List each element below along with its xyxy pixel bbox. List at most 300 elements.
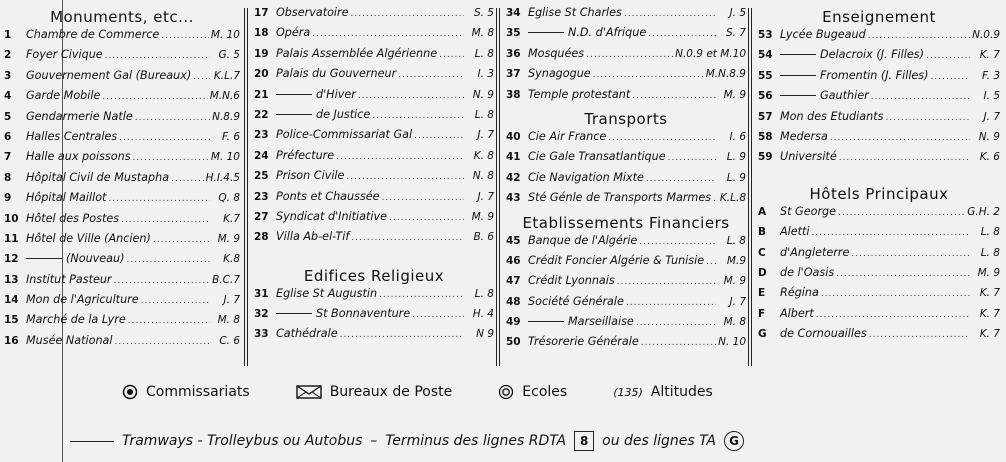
grid-reference: Q. 8 xyxy=(218,192,240,205)
grid-reference: N.0.9 et M.10 xyxy=(675,47,746,60)
leader-dots xyxy=(114,276,210,286)
item-number: D xyxy=(758,266,767,279)
item-number: 3 xyxy=(4,69,12,82)
list-item xyxy=(758,225,1000,245)
legend-ecoles xyxy=(498,384,567,400)
leader-dots xyxy=(868,31,970,41)
item-number: 4 xyxy=(4,90,12,103)
list-item xyxy=(506,274,746,294)
list-item xyxy=(254,67,494,87)
grid-reference: L. 9 xyxy=(726,171,746,184)
grid-reference: N. 8 xyxy=(472,170,494,183)
leader-dots xyxy=(816,310,970,320)
list-item xyxy=(506,150,746,170)
list-item xyxy=(254,26,494,46)
leader-dots xyxy=(713,194,716,204)
terminus-rdta-label: Terminus des lignes RDTA xyxy=(385,433,567,449)
list-item xyxy=(254,47,494,67)
item-name: Institut Pasteur xyxy=(26,272,112,286)
item-number: 22 xyxy=(254,108,269,121)
ditto-line xyxy=(528,32,564,33)
item-name: de Cornouailles xyxy=(780,327,867,341)
grid-reference: N.0.9 xyxy=(972,29,1000,41)
item-number: 24 xyxy=(254,149,269,162)
item-number: 14 xyxy=(4,294,19,307)
grid-reference: M.N.8.9 xyxy=(705,68,746,81)
leader-dots xyxy=(636,318,716,328)
grid-reference: L. 8 xyxy=(474,287,494,300)
list-item xyxy=(506,88,746,108)
item-name: de Justice xyxy=(316,107,371,121)
item-number: 11 xyxy=(4,232,19,245)
leader-dots xyxy=(351,9,464,19)
item-name: Ponts et Chaussée xyxy=(276,189,380,203)
leader-dots xyxy=(119,133,210,143)
grid-reference: F. 3 xyxy=(981,69,1000,82)
item-name: Hôpital Civil de Mustapha xyxy=(26,170,170,184)
item-name: Prison Civile xyxy=(276,169,345,183)
leader-dots xyxy=(641,338,716,348)
item-number: 28 xyxy=(254,231,269,244)
altitude-sample: (135) xyxy=(613,385,643,399)
leader-dots xyxy=(171,174,204,184)
item-number: 25 xyxy=(254,170,269,183)
item-number: 5 xyxy=(4,110,12,123)
item-number: 50 xyxy=(506,336,521,349)
column-edifices xyxy=(254,6,494,348)
item-number: B xyxy=(758,226,767,239)
leader-dots xyxy=(869,330,970,340)
legend-postes xyxy=(296,384,453,400)
list-item xyxy=(758,266,1000,286)
item-number: 34 xyxy=(506,7,521,19)
grid-reference: M. 8 xyxy=(723,316,746,329)
item-name: Préfecture xyxy=(276,148,335,162)
item-name: Sté Génle de Transports Marmes xyxy=(528,191,712,205)
list-item xyxy=(4,313,240,333)
item-number: 58 xyxy=(758,130,773,143)
item-number: 59 xyxy=(758,151,773,164)
leader-dots xyxy=(812,228,970,238)
grid-reference: K.L.8 xyxy=(719,192,746,205)
grid-reference: G. 5 xyxy=(218,49,240,62)
list-item xyxy=(254,230,494,250)
item-number: C xyxy=(758,246,766,259)
item-name: Gouvernement Gal (Bureaux) xyxy=(26,68,192,82)
grid-reference: M. 9 xyxy=(471,210,494,223)
item-number: 20 xyxy=(254,68,269,81)
list-item xyxy=(4,28,240,48)
grid-reference: J. 7 xyxy=(983,110,1000,123)
grid-reference: L. 8 xyxy=(474,47,494,60)
list-item xyxy=(4,212,240,232)
grid-reference: N. 9 xyxy=(978,130,1000,143)
item-number: 35 xyxy=(506,27,521,40)
item-name: Marché de la Lyre xyxy=(26,313,126,327)
terminus-ta-label: ou des lignes TA xyxy=(602,433,716,449)
leader-dots xyxy=(372,111,464,121)
grid-reference: M. 8 xyxy=(471,27,494,40)
column-transports-finances xyxy=(506,6,746,356)
leader-dots xyxy=(121,215,210,225)
list-item xyxy=(254,327,494,347)
grid-reference: K. 8 xyxy=(473,149,494,162)
list-item xyxy=(4,334,240,354)
item-number: 46 xyxy=(506,254,521,267)
legend-commissariats xyxy=(122,384,250,400)
leader-dots xyxy=(312,29,464,39)
leader-dots xyxy=(153,235,210,245)
legend-commissariats-label: Commissariats xyxy=(146,384,250,400)
grid-reference: K. 7 xyxy=(979,49,1000,62)
item-name: de l'Oasis xyxy=(780,265,835,279)
leader-dots xyxy=(871,92,970,102)
heading-enseignement: Enseignement xyxy=(822,8,936,26)
list-item xyxy=(506,26,746,46)
post-office-icon xyxy=(296,385,322,399)
list-item xyxy=(254,210,494,230)
item-number: 48 xyxy=(506,295,521,308)
leader-dots xyxy=(358,91,464,101)
grid-reference: S. 5 xyxy=(473,7,494,19)
item-name: St George xyxy=(780,204,837,218)
item-name: Société Générale xyxy=(528,294,624,308)
list-item xyxy=(4,89,240,109)
list-item xyxy=(506,47,746,67)
grid-reference: G.H. 2 xyxy=(967,205,1000,218)
leader-dots xyxy=(193,72,210,82)
list-item xyxy=(4,130,240,150)
item-number: 17 xyxy=(254,7,269,19)
list-item xyxy=(506,295,746,315)
item-number: E xyxy=(758,287,766,300)
item-name: Palais Assemblée Algérienne xyxy=(276,46,438,60)
item-name: Halle aux poissons xyxy=(26,150,131,164)
tram-label: Tramways - Trolleybus ou Autobus xyxy=(122,433,363,449)
leader-dots xyxy=(126,255,210,265)
grid-reference: J. 7 xyxy=(729,295,746,308)
list-item xyxy=(4,232,240,252)
leader-dots xyxy=(624,9,716,19)
heading-transports: Transports xyxy=(584,109,668,128)
list-item xyxy=(4,252,240,272)
item-number: 23 xyxy=(254,129,269,142)
item-name: Fromentin (J. Filles) xyxy=(820,68,929,82)
list-item xyxy=(254,287,494,307)
item-name: Mon de l'Agriculture xyxy=(26,293,139,307)
item-name: Cathédrale xyxy=(276,327,338,341)
item-number: A xyxy=(758,205,767,218)
item-name: Halles Centrales xyxy=(26,129,118,143)
list-item xyxy=(4,293,240,313)
list-item xyxy=(758,246,1000,266)
leader-dots xyxy=(830,133,970,143)
item-name: Delacroix (J. Filles) xyxy=(820,48,924,62)
item-name: (Nouveau) xyxy=(66,252,125,266)
item-number: 16 xyxy=(4,334,19,347)
item-name: Palais du Gouverneur xyxy=(276,67,397,81)
grid-reference: K. 6 xyxy=(979,151,1000,164)
list-item xyxy=(758,130,1000,150)
item-number: 57 xyxy=(758,110,773,123)
column-divider xyxy=(496,8,500,366)
leader-dots xyxy=(439,50,464,60)
item-number: 42 xyxy=(506,171,521,184)
grid-reference: N. 9 xyxy=(472,88,494,101)
item-name: Opéra xyxy=(276,26,311,40)
grid-reference: N.8.9 xyxy=(212,110,240,123)
grid-reference: J. 7 xyxy=(223,294,240,307)
leader-dots xyxy=(632,91,716,101)
item-name: Gendarmerie Natle xyxy=(26,109,133,123)
grid-reference: M. 10 xyxy=(210,29,240,41)
ditto-line xyxy=(276,313,312,314)
grid-reference: S. 7 xyxy=(725,27,746,40)
leader-dots xyxy=(412,310,464,320)
list-item xyxy=(254,128,494,148)
list-item xyxy=(758,28,1000,48)
heading-monuments: Monuments, etc... xyxy=(50,8,194,26)
list-item xyxy=(758,89,1000,109)
commissariat-icon xyxy=(122,384,138,400)
leader-dots xyxy=(161,31,209,41)
item-name: Eglise St Charles xyxy=(528,6,622,19)
tram-line-symbol xyxy=(70,441,114,442)
item-number: 19 xyxy=(254,47,269,60)
grid-reference: M. 9 xyxy=(723,275,746,288)
item-name: Musée National xyxy=(26,333,113,347)
item-number: 45 xyxy=(506,234,521,247)
item-name: N.D. d'Afrique xyxy=(568,26,647,40)
item-name: Eglise St Augustin xyxy=(276,286,378,300)
list-item xyxy=(254,169,494,189)
list-item xyxy=(4,191,240,211)
list-item xyxy=(758,110,1000,130)
leader-dots xyxy=(706,257,716,267)
item-number: 33 xyxy=(254,328,269,341)
grid-reference: J. 7 xyxy=(477,190,494,203)
item-number: 55 xyxy=(758,69,773,82)
item-number: 15 xyxy=(4,314,19,327)
footer-dash: – xyxy=(370,433,378,449)
leader-dots xyxy=(135,113,210,123)
legend-postes-label: Bureaux de Poste xyxy=(329,384,453,400)
item-name: Villa Ab-el-Tif xyxy=(276,230,350,244)
grid-reference: H. 4 xyxy=(472,308,494,321)
grid-reference: I. 6 xyxy=(729,130,746,143)
item-number: 32 xyxy=(254,308,269,321)
leader-dots xyxy=(926,51,970,61)
item-number: F xyxy=(758,307,766,320)
item-name: Hôtel des Postes xyxy=(26,211,120,225)
list-item xyxy=(4,273,240,293)
item-name: Syndicat d'Initiative xyxy=(276,209,387,223)
item-number: 18 xyxy=(254,27,269,40)
item-name: d'Hiver xyxy=(316,87,356,101)
list-item xyxy=(506,254,746,274)
list-item xyxy=(506,191,746,211)
item-number: 23 xyxy=(254,190,269,203)
list-item xyxy=(758,307,1000,327)
grid-reference: K.7 xyxy=(223,212,240,225)
list-item xyxy=(254,6,494,26)
grid-reference: M. 9 xyxy=(723,88,746,101)
leader-dots xyxy=(821,289,970,299)
item-name: d'Angleterre xyxy=(780,245,850,259)
leader-dots xyxy=(838,208,965,218)
column-divider xyxy=(748,8,752,366)
item-name: Hôtel de Ville (Ancien) xyxy=(26,231,151,245)
leader-dots xyxy=(593,70,704,80)
heading-hotels: Hôtels Principaux xyxy=(809,184,949,203)
list-item xyxy=(254,88,494,108)
list-item xyxy=(506,171,746,191)
item-name: Crédit Lyonnais xyxy=(528,274,615,288)
item-number: 21 xyxy=(254,88,269,101)
list-item xyxy=(758,150,1000,170)
item-number: 10 xyxy=(4,212,19,225)
grid-reference: M. 8 xyxy=(217,314,240,327)
item-name: Trésorerie Générale xyxy=(528,335,639,349)
grid-reference: B.C.7 xyxy=(212,273,240,286)
leader-dots xyxy=(414,131,464,141)
item-name: St Bonnaventure xyxy=(316,307,411,321)
item-number: 54 xyxy=(758,49,773,62)
item-number: 2 xyxy=(4,49,12,62)
leader-dots xyxy=(346,172,464,182)
item-name: Gauthier xyxy=(820,89,869,103)
ditto-line xyxy=(528,321,564,322)
leader-dots xyxy=(340,330,464,340)
item-number: 8 xyxy=(4,171,12,184)
leader-dots xyxy=(608,133,716,143)
list-item xyxy=(506,234,746,254)
item-name: Aletti xyxy=(780,225,810,239)
item-name: Medersa xyxy=(780,129,828,143)
list-item xyxy=(254,149,494,169)
school-icon xyxy=(498,384,514,400)
leader-dots xyxy=(389,213,464,223)
item-name: Observatoire xyxy=(276,6,349,19)
list-item xyxy=(4,48,240,68)
item-name: Hôpital Maillot xyxy=(26,191,107,205)
item-name: Cie Gale Transatlantique xyxy=(528,150,666,164)
item-number: 12 xyxy=(4,253,19,266)
item-name: Cie Navigation Mixte xyxy=(528,170,644,184)
grid-reference: N. 10 xyxy=(718,336,746,349)
item-name: Synagogue xyxy=(528,67,591,81)
list-item xyxy=(506,335,746,355)
legend-ecoles-label: Ecoles xyxy=(522,384,568,400)
leader-dots xyxy=(648,29,716,39)
leader-dots xyxy=(851,249,970,259)
leader-dots xyxy=(617,277,716,287)
leader-dots xyxy=(586,50,673,60)
item-number: 40 xyxy=(506,130,521,143)
item-name: Foyer Civique xyxy=(26,48,103,62)
item-name: Marseillaise xyxy=(568,315,634,329)
list-item xyxy=(4,171,240,191)
leader-dots xyxy=(351,233,464,243)
item-number: 27 xyxy=(254,210,269,223)
list-item xyxy=(254,108,494,128)
list-item xyxy=(4,150,240,170)
ditto-line xyxy=(26,258,62,259)
list-item xyxy=(506,315,746,335)
column-divider xyxy=(244,8,248,366)
leader-dots xyxy=(133,153,209,163)
leader-dots xyxy=(639,237,716,247)
leader-dots xyxy=(646,174,716,184)
item-number: 37 xyxy=(506,68,521,81)
item-number: 43 xyxy=(506,192,521,205)
leader-dots xyxy=(105,51,210,61)
grid-reference: C. 6 xyxy=(219,334,240,347)
leader-dots xyxy=(668,153,716,163)
list-item xyxy=(506,130,746,150)
item-number: 6 xyxy=(4,130,12,143)
list-item xyxy=(758,205,1000,225)
item-name: Mon des Etudiants xyxy=(780,109,884,123)
list-item xyxy=(758,286,1000,306)
list-item xyxy=(758,48,1000,68)
list-item xyxy=(506,6,746,26)
leader-dots xyxy=(626,298,716,308)
item-number: 7 xyxy=(4,151,12,164)
item-number: 47 xyxy=(506,275,521,288)
list-item xyxy=(758,327,1000,347)
ditto-line xyxy=(276,94,312,95)
heading-edifices-religieux: Edifices Religieux xyxy=(303,266,445,285)
leader-dots xyxy=(108,194,210,204)
item-number: 53 xyxy=(758,29,773,41)
leader-dots xyxy=(115,337,210,347)
symbol-legend xyxy=(0,384,1006,400)
item-number: 56 xyxy=(758,90,773,103)
grid-reference: J. 7 xyxy=(477,129,494,142)
heading-financiers: Etablissements Financiers xyxy=(522,213,730,232)
list-item xyxy=(254,190,494,210)
rdta-terminus-symbol: 8 xyxy=(574,431,594,451)
grid-reference: J. 5 xyxy=(729,7,746,19)
item-name: Police-Commissariat Gal xyxy=(276,128,413,142)
item-number: 41 xyxy=(506,151,521,164)
ditto-line xyxy=(780,95,816,96)
list-item xyxy=(4,110,240,130)
leader-dots xyxy=(836,269,970,279)
item-name: Université xyxy=(780,150,837,164)
ta-terminus-symbol: G xyxy=(724,431,744,451)
ditto-line xyxy=(780,75,816,76)
ditto-line xyxy=(780,54,816,55)
list-item xyxy=(758,69,1000,89)
grid-reference: L. 8 xyxy=(726,234,746,247)
item-name: Crédit Foncier Algérie & Tunisie xyxy=(528,253,705,267)
ditto-line xyxy=(276,114,312,115)
grid-reference: L. 8 xyxy=(474,108,494,121)
item-name: Lycée Bugeaud xyxy=(780,28,866,41)
leader-dots xyxy=(839,153,970,163)
grid-reference: H.I.4.5 xyxy=(205,171,240,184)
grid-reference: M. 10 xyxy=(210,151,240,164)
item-number: 9 xyxy=(4,192,12,205)
grid-reference: K. 7 xyxy=(979,287,1000,300)
item-number: G xyxy=(758,328,767,341)
leader-dots xyxy=(398,70,464,80)
item-number: 31 xyxy=(254,287,269,300)
item-number: 36 xyxy=(506,47,521,60)
grid-reference: N 9 xyxy=(476,328,494,341)
